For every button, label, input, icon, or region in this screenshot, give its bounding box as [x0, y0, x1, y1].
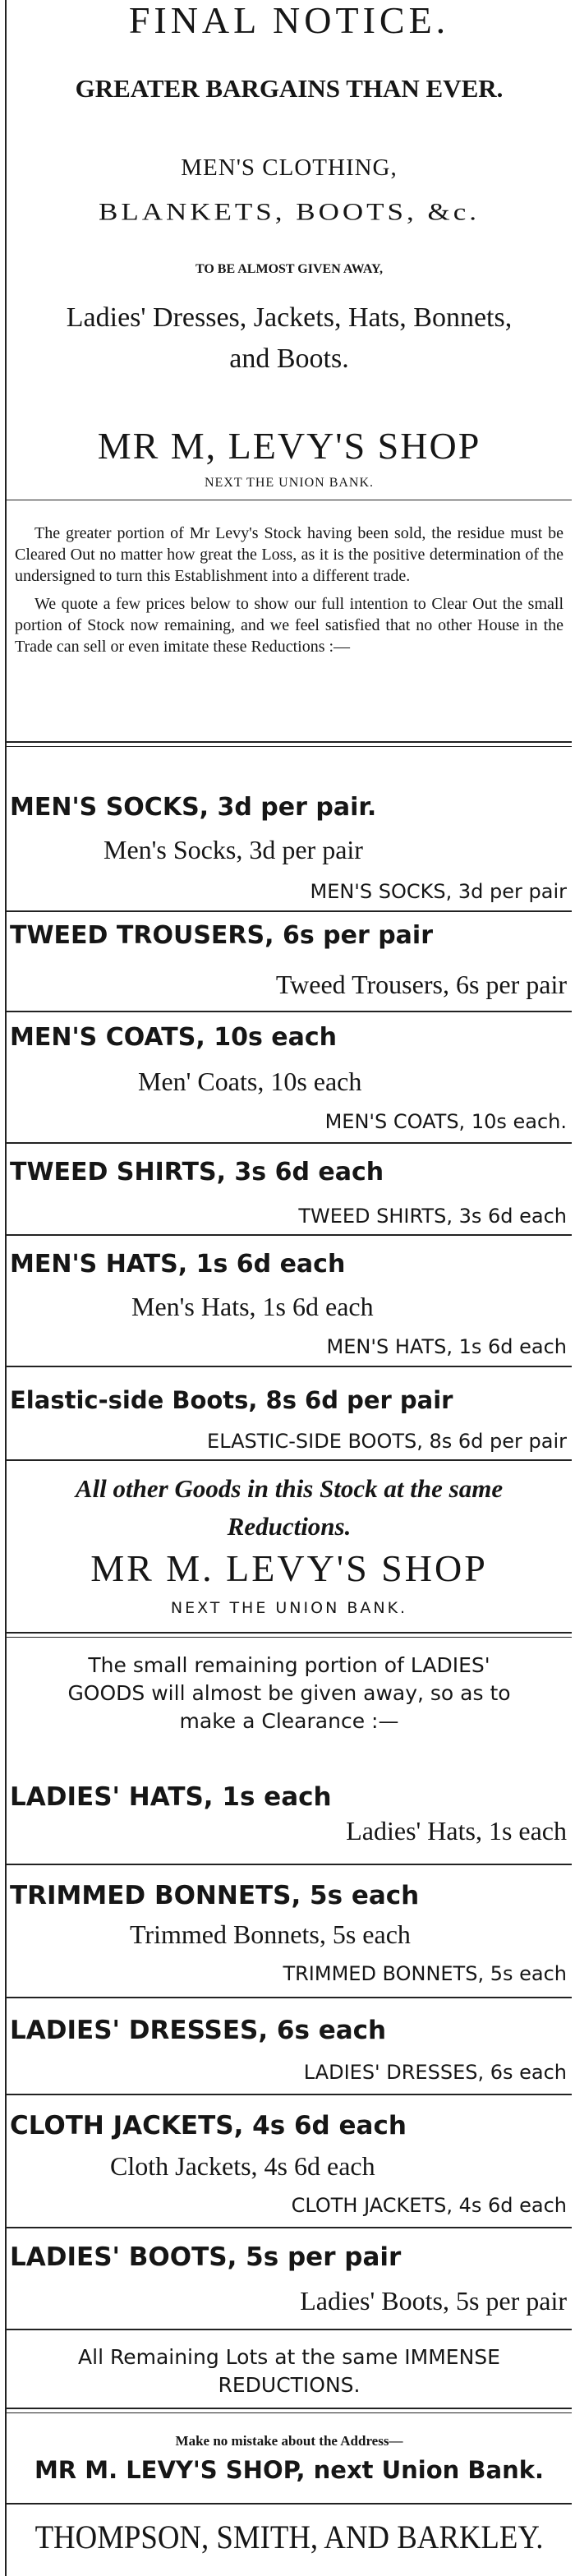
item-heading: LADIES' BOOTS, 5s per pair: [10, 2242, 402, 2272]
no-mistake-line: Make no mistake about the Address—: [175, 2433, 403, 2449]
item-subline: Men's Socks, 3d per pair: [104, 835, 363, 864]
remaining-lots-line-1: All Remaining Lots at the same IMMENSE: [78, 2345, 500, 2369]
shop-name-heading: MR M, LEVY'S SHOP: [97, 425, 481, 467]
divider: [7, 1864, 572, 1865]
divider: [7, 1632, 572, 1638]
item-subline: Trimmed Bonnets, 5s each: [130, 1919, 411, 1949]
item-heading: TWEED TROUSERS, 6s per pair: [10, 921, 433, 950]
item-heading: CLOTH JACKETS, 4s 6d each: [10, 2111, 407, 2141]
ladies-intro-line-3: make a Clearance :—: [179, 1709, 399, 1733]
item-heading: TRIMMED BONNETS, 5s each: [10, 1881, 420, 1910]
divider: [7, 1366, 572, 1367]
item-caps-line: TRIMMED BONNETS, 5s each: [283, 1962, 567, 1985]
divider: [7, 910, 572, 912]
ladies-intro-line-1: The small remaining portion of LADIES': [88, 1653, 490, 1677]
divider: [7, 1234, 572, 1236]
divider: [7, 1459, 572, 1461]
advertisement-column: [5, 0, 572, 2576]
ladies-intro-line-2: GOODS will almost be given away, so as to: [67, 1681, 511, 1705]
all-other-goods-line-1: All other Goods in this Stock at the same: [75, 1474, 504, 1503]
item-heading: TWEED SHIRTS, 3s 6d each: [10, 1158, 384, 1187]
item-subline: Tweed Trousers, 6s per pair: [275, 970, 567, 999]
item-heading: LADIES' DRESSES, 6s each: [10, 2016, 387, 2045]
address-line: MR M. LEVY'S SHOP, next Union Bank.: [34, 2456, 545, 2484]
divider: [7, 2503, 572, 2505]
printers-credit: THOMPSON, SMITH, AND BARKLEY.: [34, 2518, 544, 2555]
item-heading: LADIES' HATS, 1s each: [10, 1782, 332, 1812]
item-subline: Men's Hats, 1s 6d each: [131, 1292, 374, 1321]
item-heading: MEN'S SOCKS, 3d per pair.: [10, 793, 377, 822]
divider: [7, 1142, 572, 1144]
intro-paragraph-1: The greater portion of Mr Levy's Stock having been sold, the residue must be Cleared Out no matter how great the Loss, as it is the positive determination of the undersigned to turn this Establishment into a different trade.: [15, 524, 564, 585]
item-heading: MEN'S COATS, 10s each: [10, 1023, 337, 1052]
item-subline: Men' Coats, 10s each: [138, 1067, 362, 1096]
all-other-goods-line-2: Reductions.: [227, 1512, 352, 1541]
item-caps-line: MEN'S SOCKS, 3d per pair: [310, 880, 567, 903]
item-caps-line: TWEED SHIRTS, 3s 6d each: [298, 1205, 567, 1228]
intro-paragraph-2: We quote a few prices below to show our full intention to Clear Out the small portion of Stock now remaining, and we feel satisfied that no other House in the Trade can sell or even imitate these Reductions :—: [15, 595, 564, 656]
ladies-goods-line-2: and Boots.: [229, 343, 349, 374]
next-union-bank-line-2: NEXT THE UNION BANK.: [170, 1599, 408, 1617]
remaining-lots-line-2: REDUCTIONS.: [218, 2373, 361, 2397]
ladies-goods-line-1: Ladies' Dresses, Jackets, Hats, Bonnets,: [66, 302, 513, 333]
item-caps-line: LADIES' DRESSES, 6s each: [303, 2061, 567, 2084]
divider: [7, 2227, 572, 2228]
item-caps-line: MEN'S HATS, 1s 6d each: [326, 1335, 567, 1358]
item-subline: Ladies' Boots, 5s per pair: [300, 2286, 567, 2316]
item-caps-line: ELASTIC-SIDE BOOTS, 8s 6d per pair: [207, 1430, 567, 1453]
divider: [7, 1011, 572, 1012]
bargains-heading: GREATER BARGAINS THAN EVER.: [75, 74, 504, 103]
divider: [7, 2408, 572, 2413]
mens-clothing-heading: MEN'S CLOTHING,: [181, 154, 398, 181]
blankets-boots-heading: BLANKETS, BOOTS, &c.: [98, 197, 481, 226]
next-union-bank-line: NEXT THE UNION BANK.: [204, 476, 375, 490]
item-subline: Cloth Jackets, 4s 6d each: [110, 2151, 375, 2181]
divider: [7, 1997, 572, 1998]
given-away-line: TO BE ALMOST GIVEN AWAY,: [195, 262, 384, 276]
item-caps-line: CLOTH JACKETS, 4s 6d each: [291, 2194, 567, 2217]
item-caps-line: MEN'S COATS, 10s each.: [324, 1110, 567, 1133]
item-heading: Elastic-side Boots, 8s 6d per pair: [10, 1386, 453, 1414]
divider: [7, 2329, 572, 2330]
final-notice-heading: FINAL NOTICE.: [128, 0, 450, 41]
shop-name-heading-2: MR M. LEVY'S SHOP: [90, 1547, 488, 1589]
item-subline: Ladies' Hats, 1s each: [346, 1816, 567, 1846]
intro-text: [15, 523, 564, 657]
divider: [7, 2094, 572, 2095]
divider: [7, 741, 572, 747]
item-heading: MEN'S HATS, 1s 6d each: [10, 1250, 346, 1279]
